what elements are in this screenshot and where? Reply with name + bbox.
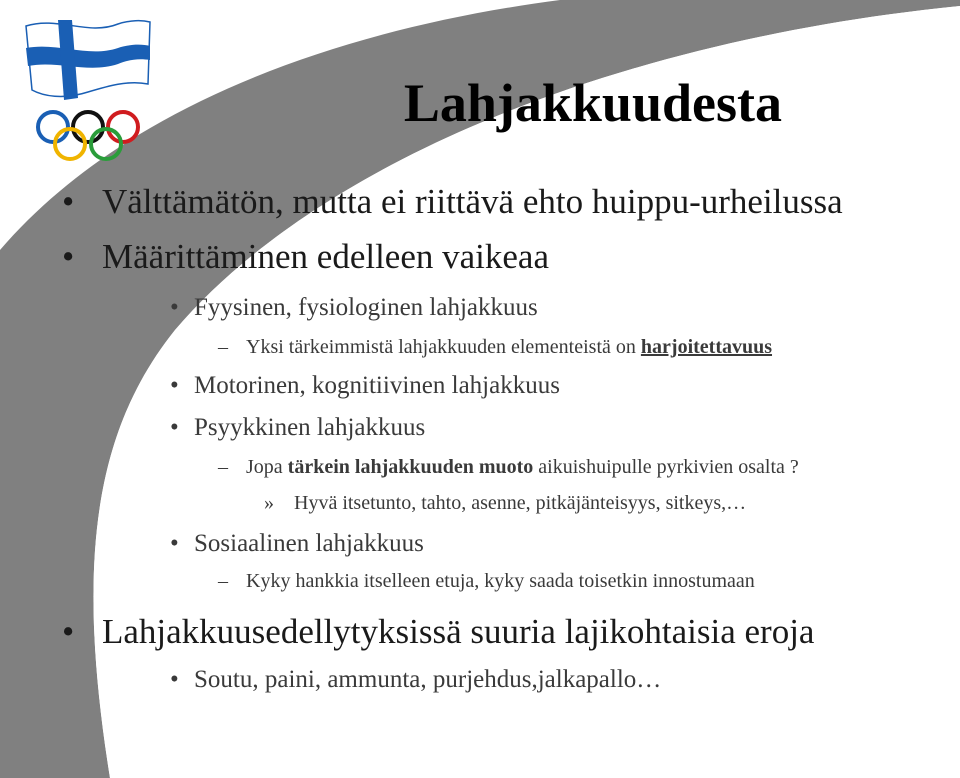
bullet-icon: • [170, 372, 179, 399]
sub-bullet-item [170, 530, 424, 558]
bullet-icon: • [170, 414, 179, 441]
item-text: Kyky hankkia itselleen etuja, kyky saada toisetkin innostumaan [246, 570, 755, 592]
dash-icon: – [218, 570, 228, 592]
bullet-icon: • [62, 612, 75, 651]
bullet-text: Lahjakkuusedellytyksissä suuria lajikohtaisia eroja [102, 612, 815, 651]
sub-bullet-item [170, 294, 538, 322]
bullet-text: Sosiaalinen lahjakkuus [194, 530, 424, 557]
item-text: Yksi tärkeimmistä lahjakkuuden elementeistä on [246, 336, 641, 358]
bullet-text: Psyykkinen lahjakkuus [194, 414, 426, 441]
bullet-item [62, 237, 549, 277]
bullet-text: Välttämätön, mutta ei riittävä ehto huippu-urheilussa [102, 182, 843, 221]
bullet-icon: • [170, 666, 179, 693]
dash-icon: – [218, 456, 228, 478]
level4-item [264, 492, 746, 515]
sub-sub-item [218, 570, 755, 593]
sub-bullet-item [170, 666, 661, 694]
bullet-item [62, 182, 843, 222]
sub-bullet-item [170, 372, 560, 400]
sub-sub-item [218, 456, 799, 479]
emphasis-text: tärkein lahjakkuuden muoto [287, 456, 534, 478]
bullet-icon: • [170, 294, 179, 321]
bullet-icon: • [170, 530, 179, 557]
sub-bullet-item [170, 414, 425, 442]
bullet-text: Soutu, paini, ammunta, purjehdus,jalkapallo… [194, 666, 662, 693]
bullet-text: Määrittäminen edelleen vaikeaa [102, 237, 549, 276]
raquo-icon: » [264, 492, 274, 514]
bullet-icon: • [62, 182, 75, 221]
bullet-item [62, 612, 814, 652]
bullet-text: Fyysinen, fysiologinen lahjakkuus [194, 294, 538, 321]
item-text: Hyvä itsetunto, tahto, asenne, pitkäjänteisyys, sitkeys,… [294, 492, 747, 514]
dash-icon: – [218, 336, 228, 358]
bullet-text: Motorinen, kognitiivinen lahjakkuus [194, 372, 560, 399]
bullet-icon: • [62, 237, 75, 276]
emphasis-text: harjoitettavuus [640, 336, 773, 358]
sub-sub-item [218, 336, 772, 359]
item-text: aikuishuipulle pyrkivien osalta ? [533, 456, 799, 478]
item-text: Jopa [246, 456, 288, 478]
slide-title: Lahjakkuudesta [403, 73, 782, 133]
